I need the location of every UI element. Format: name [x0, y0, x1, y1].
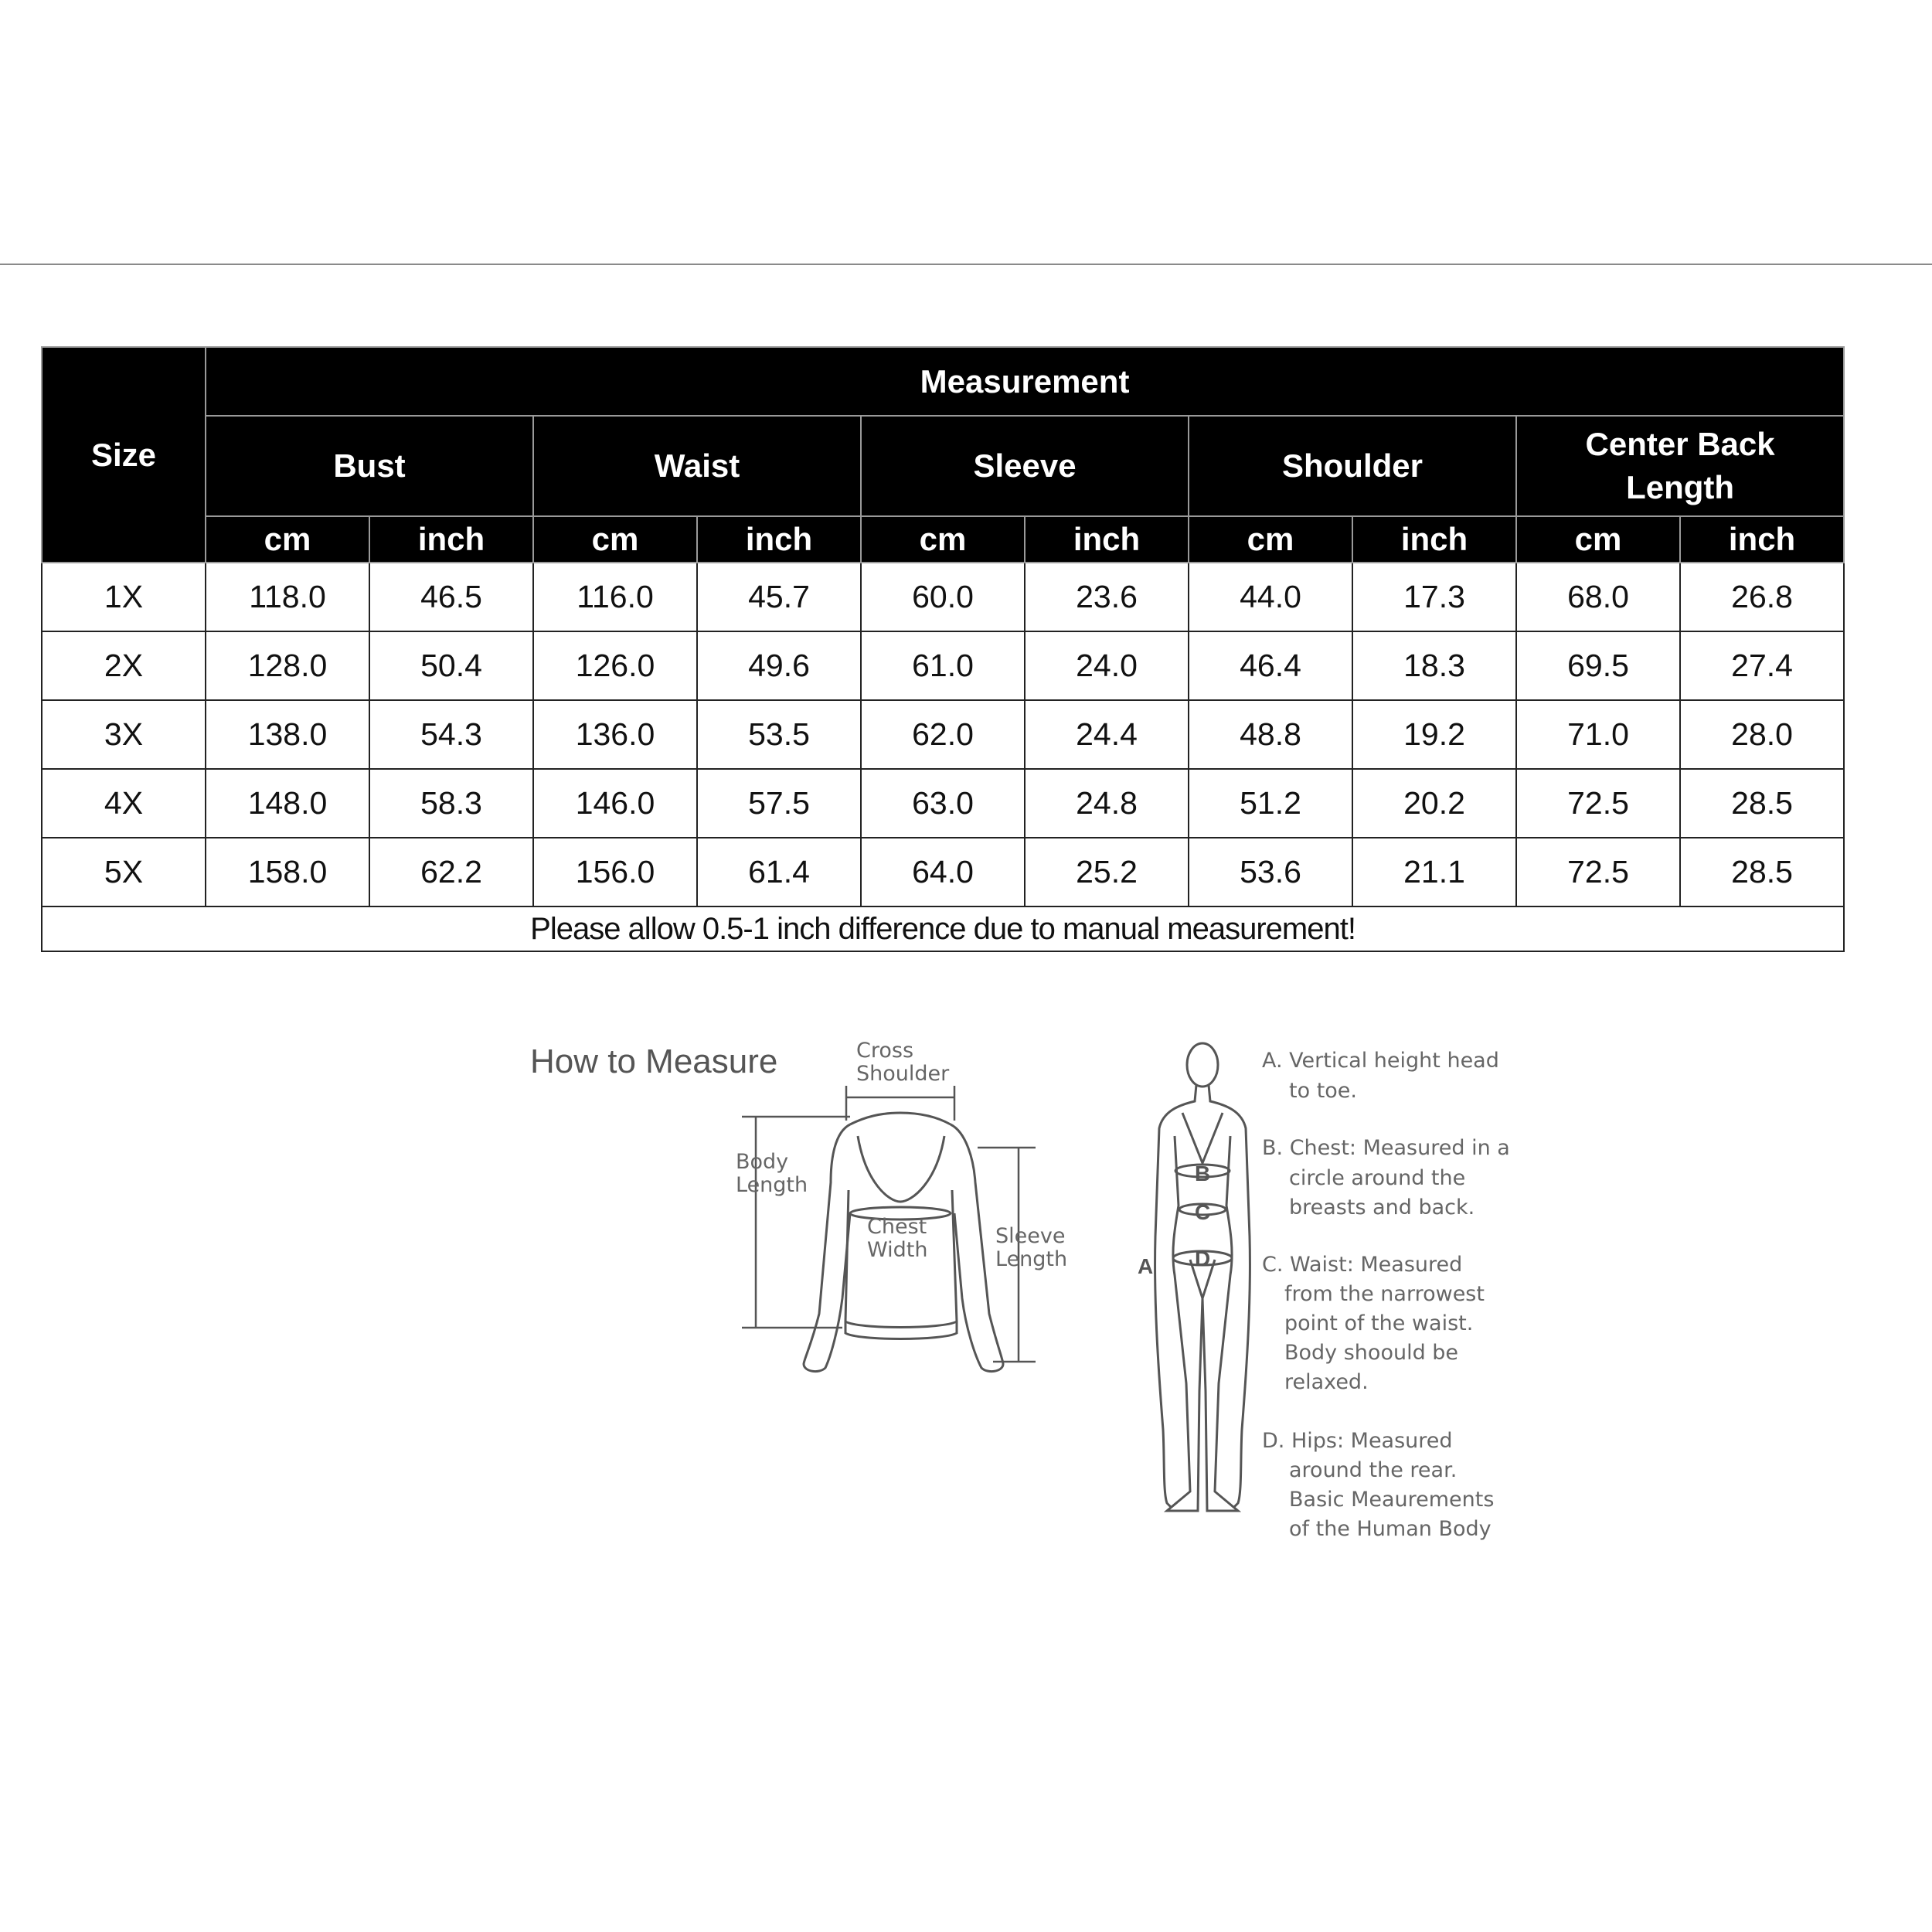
- value-cell: 20.2: [1352, 769, 1516, 838]
- unit-header-cm: cm: [1189, 516, 1352, 563]
- human-body-illustration: [1155, 1043, 1250, 1511]
- value-cell: 21.1: [1352, 838, 1516, 906]
- value-cell: 27.4: [1680, 631, 1844, 700]
- value-cell: 53.5: [697, 700, 861, 769]
- value-cell: 146.0: [533, 769, 697, 838]
- value-cell: 63.0: [861, 769, 1025, 838]
- value-cell: 28.5: [1680, 838, 1844, 906]
- value-cell: 28.5: [1680, 769, 1844, 838]
- value-cell: 61.4: [697, 838, 861, 906]
- value-cell: 24.8: [1025, 769, 1189, 838]
- note-a-line: to toe.: [1289, 1079, 1357, 1103]
- value-cell: 158.0: [206, 838, 369, 906]
- value-cell: 156.0: [533, 838, 697, 906]
- note-c-line: C. Waist: Measured: [1262, 1253, 1463, 1277]
- note-b-line: breasts and back.: [1289, 1196, 1475, 1219]
- body-length-label: Length: [736, 1173, 808, 1197]
- value-cell: 58.3: [369, 769, 533, 838]
- center-back-length-header: Center Back Length: [1516, 416, 1844, 516]
- size-cell: 5X: [42, 838, 206, 906]
- size-cell: 3X: [42, 700, 206, 769]
- marker-a: A: [1138, 1254, 1154, 1278]
- value-cell: 19.2: [1352, 700, 1516, 769]
- note-b-line: B. Chest: Measured in a: [1262, 1136, 1510, 1160]
- measurement-note: Please allow 0.5-1 inch difference due to manual measurement!: [42, 906, 1844, 951]
- chest-width-label: Width: [867, 1238, 928, 1262]
- note-d-line: Basic Meaurements: [1289, 1488, 1495, 1512]
- note-c-line: relaxed.: [1284, 1370, 1369, 1394]
- value-cell: 62.0: [861, 700, 1025, 769]
- value-cell: 126.0: [533, 631, 697, 700]
- value-cell: 68.0: [1516, 563, 1680, 631]
- value-cell: 128.0: [206, 631, 369, 700]
- measurement-header: Measurement: [206, 347, 1844, 416]
- note-c-line: point of the waist.: [1284, 1311, 1474, 1335]
- value-cell: 148.0: [206, 769, 369, 838]
- how-to-measure-title: How to Measure: [530, 1043, 778, 1080]
- sleeve-header: Sleeve: [861, 416, 1189, 516]
- size-header: Size: [42, 347, 206, 563]
- value-cell: 60.0: [861, 563, 1025, 631]
- note-d-line: D. Hips: Measured: [1262, 1429, 1453, 1453]
- note-c-line: Body shoould be: [1284, 1341, 1459, 1365]
- sleeve-length-label: Sleeve: [995, 1224, 1066, 1248]
- chest-width-label: Chest: [867, 1215, 927, 1239]
- measurement-notes: [1262, 1049, 1510, 1541]
- value-cell: 50.4: [369, 631, 533, 700]
- unit-header-inch: inch: [369, 516, 533, 563]
- value-cell: 53.6: [1189, 838, 1352, 906]
- value-cell: 72.5: [1516, 769, 1680, 838]
- bust-header: Bust: [206, 416, 533, 516]
- value-cell: 28.0: [1680, 700, 1844, 769]
- value-cell: 72.5: [1516, 838, 1680, 906]
- value-cell: 64.0: [861, 838, 1025, 906]
- note-d-line: of the Human Body: [1289, 1517, 1492, 1541]
- value-cell: 116.0: [533, 563, 697, 631]
- unit-header-inch: inch: [1680, 516, 1844, 563]
- value-cell: 138.0: [206, 700, 369, 769]
- shoulder-header: Shoulder: [1189, 416, 1516, 516]
- size-cell: 1X: [42, 563, 206, 631]
- value-cell: 25.2: [1025, 838, 1189, 906]
- marker-d: D: [1195, 1247, 1211, 1270]
- value-cell: 46.4: [1189, 631, 1352, 700]
- value-cell: 71.0: [1516, 700, 1680, 769]
- value-cell: 57.5: [697, 769, 861, 838]
- note-c-line: from the narrowest: [1284, 1282, 1485, 1306]
- value-cell: 54.3: [369, 700, 533, 769]
- value-cell: 17.3: [1352, 563, 1516, 631]
- value-cell: 69.5: [1516, 631, 1680, 700]
- value-cell: 26.8: [1680, 563, 1844, 631]
- unit-header-inch: inch: [697, 516, 861, 563]
- marker-c: C: [1195, 1200, 1211, 1224]
- value-cell: 62.2: [369, 838, 533, 906]
- waist-header: Waist: [533, 416, 861, 516]
- cross-shoulder-arrow: [846, 1086, 954, 1121]
- unit-header-cm: cm: [861, 516, 1025, 563]
- value-cell: 45.7: [697, 563, 861, 631]
- cross-shoulder-label: Shoulder: [856, 1062, 950, 1086]
- value-cell: 44.0: [1189, 563, 1352, 631]
- value-cell: 49.6: [697, 631, 861, 700]
- unit-header-cm: cm: [533, 516, 697, 563]
- unit-header-inch: inch: [1352, 516, 1516, 563]
- size-cell: 2X: [42, 631, 206, 700]
- value-cell: 46.5: [369, 563, 533, 631]
- value-cell: 51.2: [1189, 769, 1352, 838]
- body-length-label: Body: [736, 1150, 789, 1174]
- value-cell: 24.4: [1025, 700, 1189, 769]
- value-cell: 61.0: [861, 631, 1025, 700]
- cross-shoulder-label: Cross: [856, 1039, 914, 1063]
- value-cell: 18.3: [1352, 631, 1516, 700]
- size-cell: 4X: [42, 769, 206, 838]
- unit-header-inch: inch: [1025, 516, 1189, 563]
- value-cell: 48.8: [1189, 700, 1352, 769]
- marker-b: B: [1195, 1162, 1211, 1185]
- unit-header-cm: cm: [1516, 516, 1680, 563]
- value-cell: 24.0: [1025, 631, 1189, 700]
- value-cell: 136.0: [533, 700, 697, 769]
- note-d-line: around the rear.: [1289, 1458, 1458, 1482]
- value-cell: 23.6: [1025, 563, 1189, 631]
- note-b-line: circle around the: [1289, 1166, 1466, 1190]
- unit-header-cm: cm: [206, 516, 369, 563]
- value-cell: 118.0: [206, 563, 369, 631]
- note-a-line: A. Vertical height head: [1262, 1049, 1499, 1073]
- sleeve-length-label: Length: [995, 1247, 1068, 1271]
